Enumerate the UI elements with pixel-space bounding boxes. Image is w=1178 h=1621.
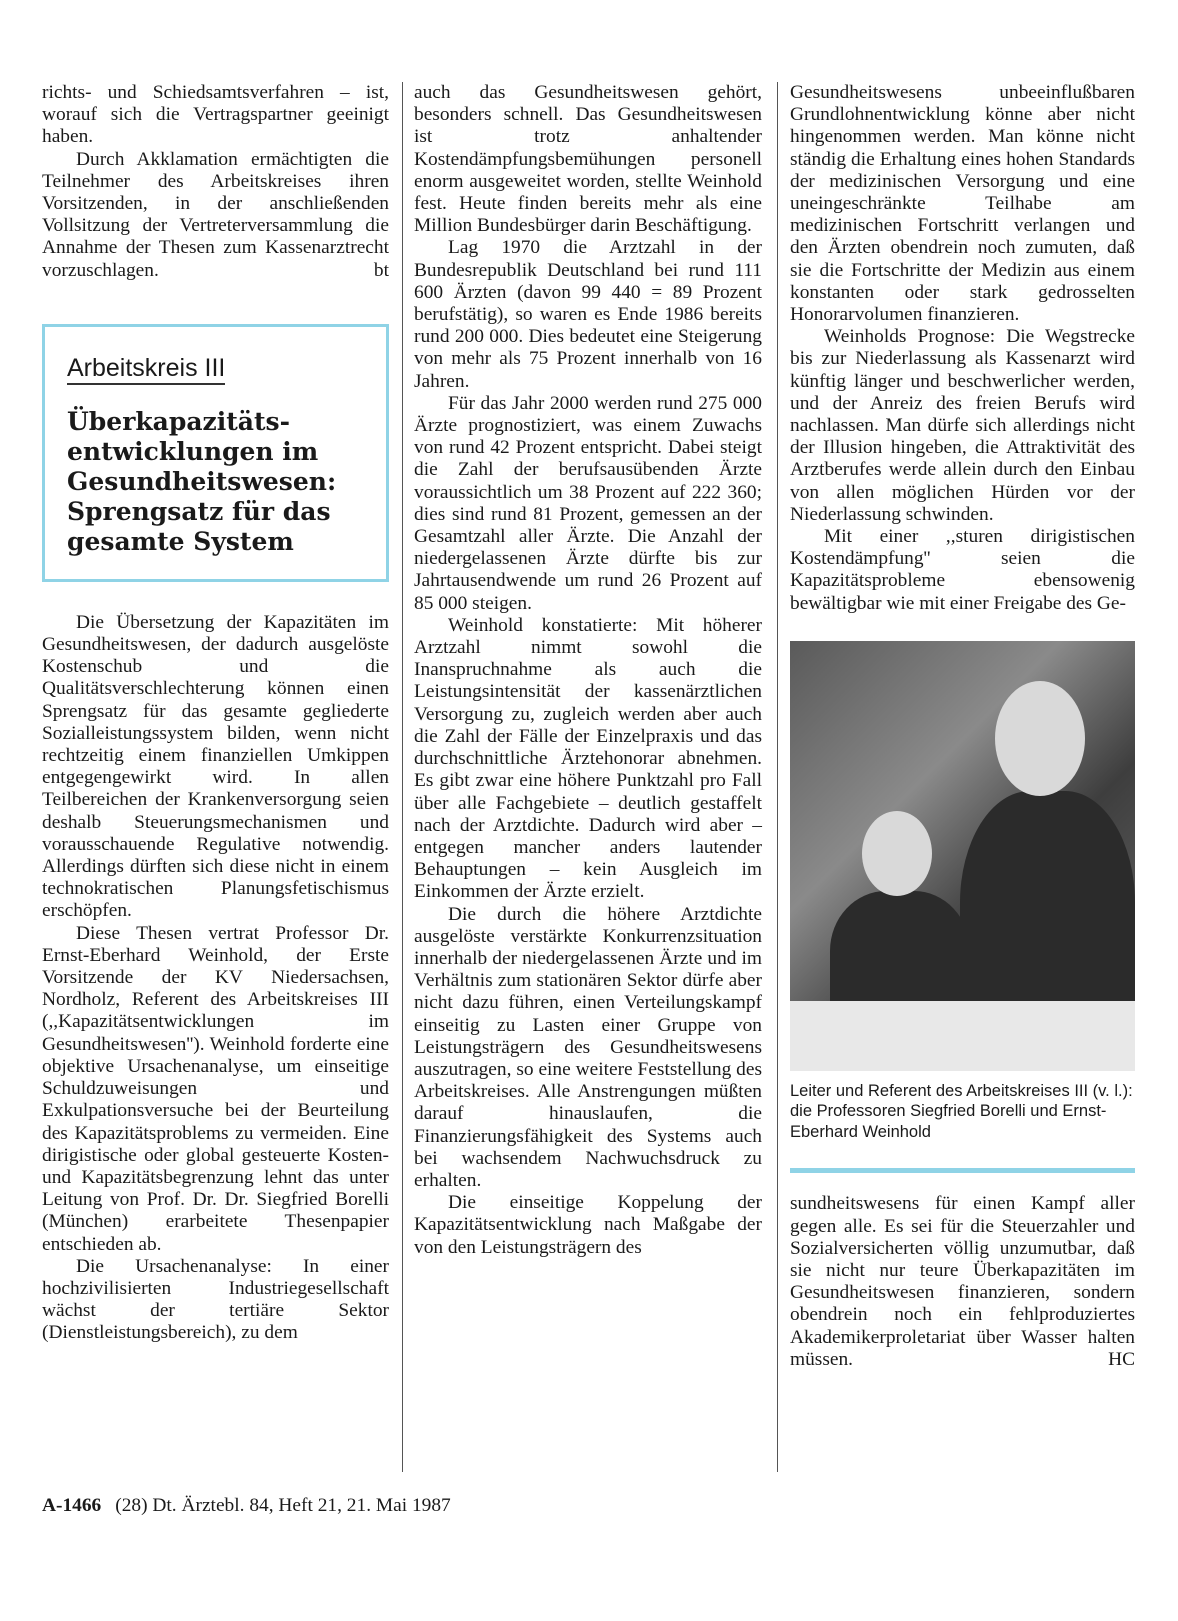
photo-head-left [862,811,932,896]
headline-box [42,324,389,582]
paragraph-text: Durch Akklamation ermächtigten die Teilnehmer des Arbeitskreises ihren Vorsitzenden, in der anschließenden Vollsitzung der Vertreterversammlung die Annahme der Thesen zum Kassenarztrecht vorzuschlagen. [42,148,389,281]
photo-caption: Leiter und Referent des Arbeitskreises III (v. l.): die Professoren Siegfried Borelli und Ernst-Eberhard Weinhold [790,1081,1133,1141]
paragraph: Weinholds Prognose: Die Wegstrecke bis zur Niederlassung als Kassenarzt wird künftig länger und beschwerlicher werden, und der Anreiz des freien Berufs wird nachlassen. Man dürfe sich allerdings nicht der Illusion hingeben, die Attraktivität des Arztberufes werde allein durch den Einbau von allen möglichen Hürden vor der Niederlassung schwinden. [790,326,1135,525]
paragraph: richts- und Schiedsamtsverfahren – ist, worauf sich die Vertragspartner geeinigt haben. [42,82,389,148]
paragraph: Die Ursachenanalyse: In einer hochzivilisierten Industriegesellschaft wächst der tertiäre Sektor (Dienstleistungsbereich), zu dem [42,1255,389,1344]
paragraph-text: sundheitswesens für einen Kampf aller gegen alle. Es sei für die Steuerzahler und Sozialversicherten völlig unzumutbar, daß sie nicht nur teure Überkapazitäten im Gesundheitswesen finanzieren, sondern obendrein noch ein fehlproduziertes Akademikerproletariat über Wasser halten müssen. [790,1193,1135,1370]
column-3 [790,82,1135,1371]
article-headline: Überkapazitäts-entwicklungen im Gesundheitswesen: Sprengsatz für das gesamte System [67,406,337,556]
author-signature: HC [1108,1348,1135,1370]
paragraph: Lag 1970 die Arztzahl in der Bundesrepublik Deutschland bei rund 111 600 Ärzten (davon 99 440 = 89 Prozent berufstätig), so waren es Ende 1986 bereits rund 200 000. Dies bedeutet eine Steigerung von mehr als 75 Prozent innerhalb von 16 Jahren. [414,237,762,392]
paragraph: Diese Thesen vertrat Professor Dr. Ernst-Eberhard Weinhold, der Erste Vorsitzende der KV Niedersachsen, Nordholz, Referent des Arbeitskreises III (,,Kapazitätsentwicklungen im Gesundheitswesen''). Weinhold forderte eine objektive Ursachenanalyse, um einseitige Schuldzuweisungen und Exkulpationsversuche bei der Beurteilung des Kapazitätsproblems zu vermeiden. Eine dirigistische oder global gesteuerte Kosten- und Kapazitätsbegrenzung lehnt das unter Leitung von Prof. Dr. Dr. Siegfried Borelli (München) erarbeitete Thesenpapier entschieden ab. [42,922,389,1255]
section-kicker: Arbeitskreis III [67,353,225,385]
photo-head-right [995,681,1085,796]
page-footer [42,1495,451,1517]
paragraph [790,1193,1135,1371]
column-rule-1 [402,82,403,1472]
paragraph: Weinhold konstatierte: Mit höherer Arztzahl nimmt sowohl die Inanspruchnahme als auch die Leistungsintensität der kassenärztlichen Versorgung zu, zugleich werden aber auch die Zahl der Fälle der Einzelpraxis und das durchschnittliche Ärztehonorar abnehmen. Es gibt zwar eine höhere Punktzahl pro Fall über alle Fachgebiete – deutlich gestaffelt nach der Arztdichte. Dadurch wird aber – entgegen mancher anders lautender Behauptungen – kein Ausgleich im Einkommen der Ärzte erzielt. [414,614,762,903]
paragraph: auch das Gesundheitswesen gehört, besonders schnell. Das Gesundheitswesen ist trotz anhaltender Kostendämpfungsbemühungen personell enorm ausgeweitet worden, stellte Weinhold fest. Heute finden bereits mehr als eine Million Bundesbürger darin Beschäftigung. [414,82,762,237]
column-2 [414,82,762,1259]
citation: (28) Dt. Ärztebl. 84, Heft 21, 21. Mai 1987 [115,1495,451,1516]
column-1 [42,82,389,1345]
accent-divider [790,1168,1135,1173]
paragraph: Für das Jahr 2000 werden rund 275 000 Ärzte prognostiziert, was einem Zuwachs von rund 42 Prozent entspricht. Dabei steigt die Zahl der berufsausübenden Ärzte voraussichtlich um 38 Prozent auf 222 360; dies sind rund 81 Prozent, gemessen an der Gesamtzahl aller Ärzte. Die Anzahl der niedergelassenen Ärzte dürfte bis zur Jahrtausendwende um rund 26 Prozent auf 85 000 steigen. [414,392,762,614]
photo [790,641,1135,1071]
paragraph: Die einseitige Koppelung der Kapazitätsentwicklung nach Maßgabe der von den Leistungsträgern des [414,1192,762,1258]
column-rule-2 [777,82,778,1472]
paragraph [42,149,389,282]
page-number: A-1466 [42,1495,102,1516]
paragraph: Mit einer ,,sturen dirigistischen Kostendämpfung'' seien die Kapazitätsprobleme ebensowenig bewältigbar wie mit einer Freigabe des Ge- [790,526,1135,614]
paragraph: Die Übersetzung der Kapazitäten im Gesundheitswesen, der dadurch ausgelöste Kostenschub und die Qualitätsverschlechterung können einen Sprengsatz für das gesamte gegliederte Sozialleistungssystem bilden, wenn nicht rechtzeitig einem finanziellen Umkippen entgegengewirkt wird. In allen Teilbereichen der Krankenversorgung seien deshalb Steuerungsmechanismen und vorausschauende Regulative notwendig. Allerdings dürften sich diese nicht in einem technokratischen Planungsfetischismus erschöpfen. [42,611,389,922]
paragraph: Die durch die höhere Arztdichte ausgelöste verstärkte Konkurrenzsituation innerhalb der niedergelassenen Ärzte und im Verhältnis zum stationären Sektor dürfe aber nicht dazu führen, einen Verteilungskampf einseitig zu Lasten einer Gruppe von Leistungsträgern des Gesundheitswesens auszutragen, so eine weitere Feststellung des Arbeitskreises. Alle Anstrengungen müßten darauf hinauslaufen, die Finanzierungsfähigkeit des Systems auch bei wachsendem Nachwuchsdruck zu erhalten. [414,903,762,1191]
paragraph: Gesundheitswesens unbeeinflußbaren Grundlohnentwicklung könne aber nicht hingenommen werden. Man könne nicht ständig die Erhaltung eines hohen Standards der medizinischen Versorgung und eine uneingeschränkte Teilhabe am medizinischen Fortschritt verlangen und den Ärzten obendrein noch zumuten, daß sie die Fortschritte der Medizin aus einem konstanten oder stark gedrosselten Honorarvolumen finanzieren. [790,82,1135,326]
photo-desk [790,1001,1135,1071]
author-signature: bt [373,259,389,281]
